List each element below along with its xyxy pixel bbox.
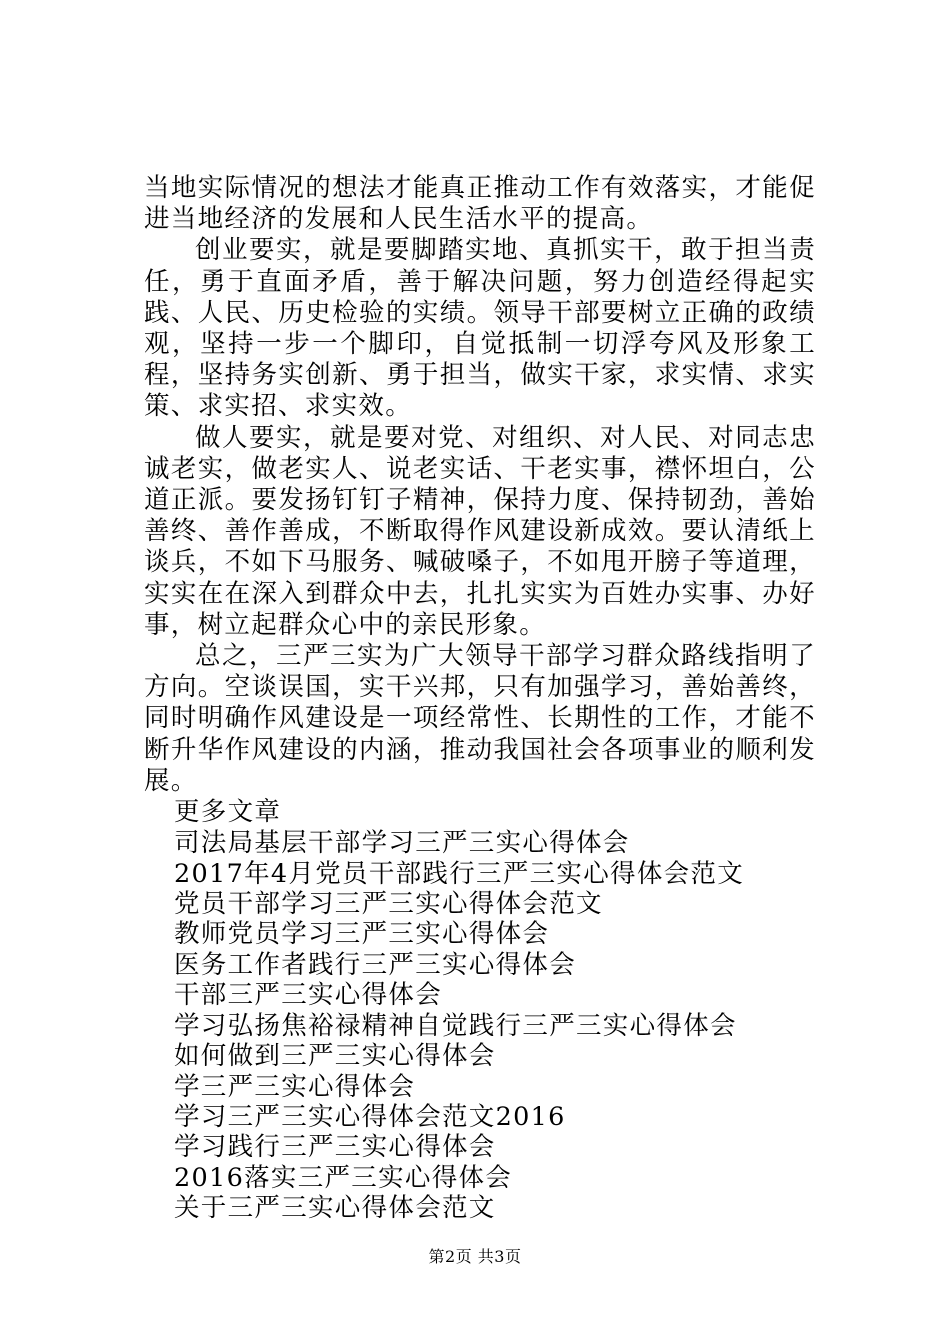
article-link[interactable]: 司法局基层干部学习三严三实心得体会 [174, 828, 630, 859]
paragraph: 当地实际情况的想法才能真正推动工作有效落实，才能促进当地经济的发展和人民生活水平的提高。 [144, 173, 816, 235]
paragraph: 做人要实，就是要对党、对组织、对人民、对同志忠诚老实，做老实人、说老实话、干老实事，襟怀坦白，公道正派。要发扬钉钉子精神，保持力度、保持韧劲，善始善终、善作善成，不断取得作风建设新成效。要认清纸上谈兵，不如下马服务、喊破嗓子，不如甩开膀子等道理，实实在在深入到群众中去，扎扎实实为百姓办实事、办好事，树立起群众心中的亲民形象。 [144, 422, 816, 640]
article-link[interactable]: 如何做到三严三实心得体会 [174, 1041, 496, 1072]
article-link[interactable]: 关于三严三实心得体会范文 [174, 1193, 496, 1224]
article-link[interactable]: 党员干部学习三严三实心得体会范文 [174, 889, 603, 920]
page-number-footer: 第2页 共3页 [428, 1247, 522, 1266]
paragraph: 创业要实，就是要脚踏实地、真抓实干，敢于担当责任，勇于直面矛盾，善于解决问题，努力创造经得起实践、人民、历史检验的实绩。领导干部要树立正确的政绩观，坚持一步一个脚印，自觉抵制一切浮夸风及形象工程，坚持务实创新、勇于担当，做实干家，求实情、求实策、求实招、求实效。 [144, 235, 816, 422]
paragraph: 总之，三严三实为广大领导干部学习群众路线指明了方向。空谈误国，实干兴邦，只有加强学习，善始善终，同时明确作风建设是一项经常性、长期性的工作，才能不断升华作风建设的内涵，推动我国社会各项事业的顺利发展。 [144, 641, 816, 796]
more-articles-heading: 更多文章 [174, 797, 282, 828]
article-link[interactable]: 2017年4月党员干部践行三严三实心得体会范文 [174, 858, 745, 889]
article-link[interactable]: 学习践行三严三实心得体会 [174, 1132, 496, 1163]
more-articles-list [144, 828, 816, 1223]
article-link[interactable]: 教师党员学习三严三实心得体会 [174, 919, 550, 950]
article-link[interactable]: 2016落实三严三实心得体会 [174, 1162, 513, 1193]
document-body [144, 173, 816, 1224]
article-link[interactable]: 学习弘扬焦裕禄精神自觉践行三严三实心得体会 [174, 1010, 737, 1041]
article-link[interactable]: 学习三严三实心得体会范文2016 [174, 1101, 566, 1132]
article-link[interactable]: 学三严三实心得体会 [174, 1071, 416, 1102]
article-link[interactable]: 医务工作者践行三严三实心得体会 [174, 949, 577, 980]
article-link[interactable]: 干部三严三实心得体会 [174, 980, 443, 1011]
